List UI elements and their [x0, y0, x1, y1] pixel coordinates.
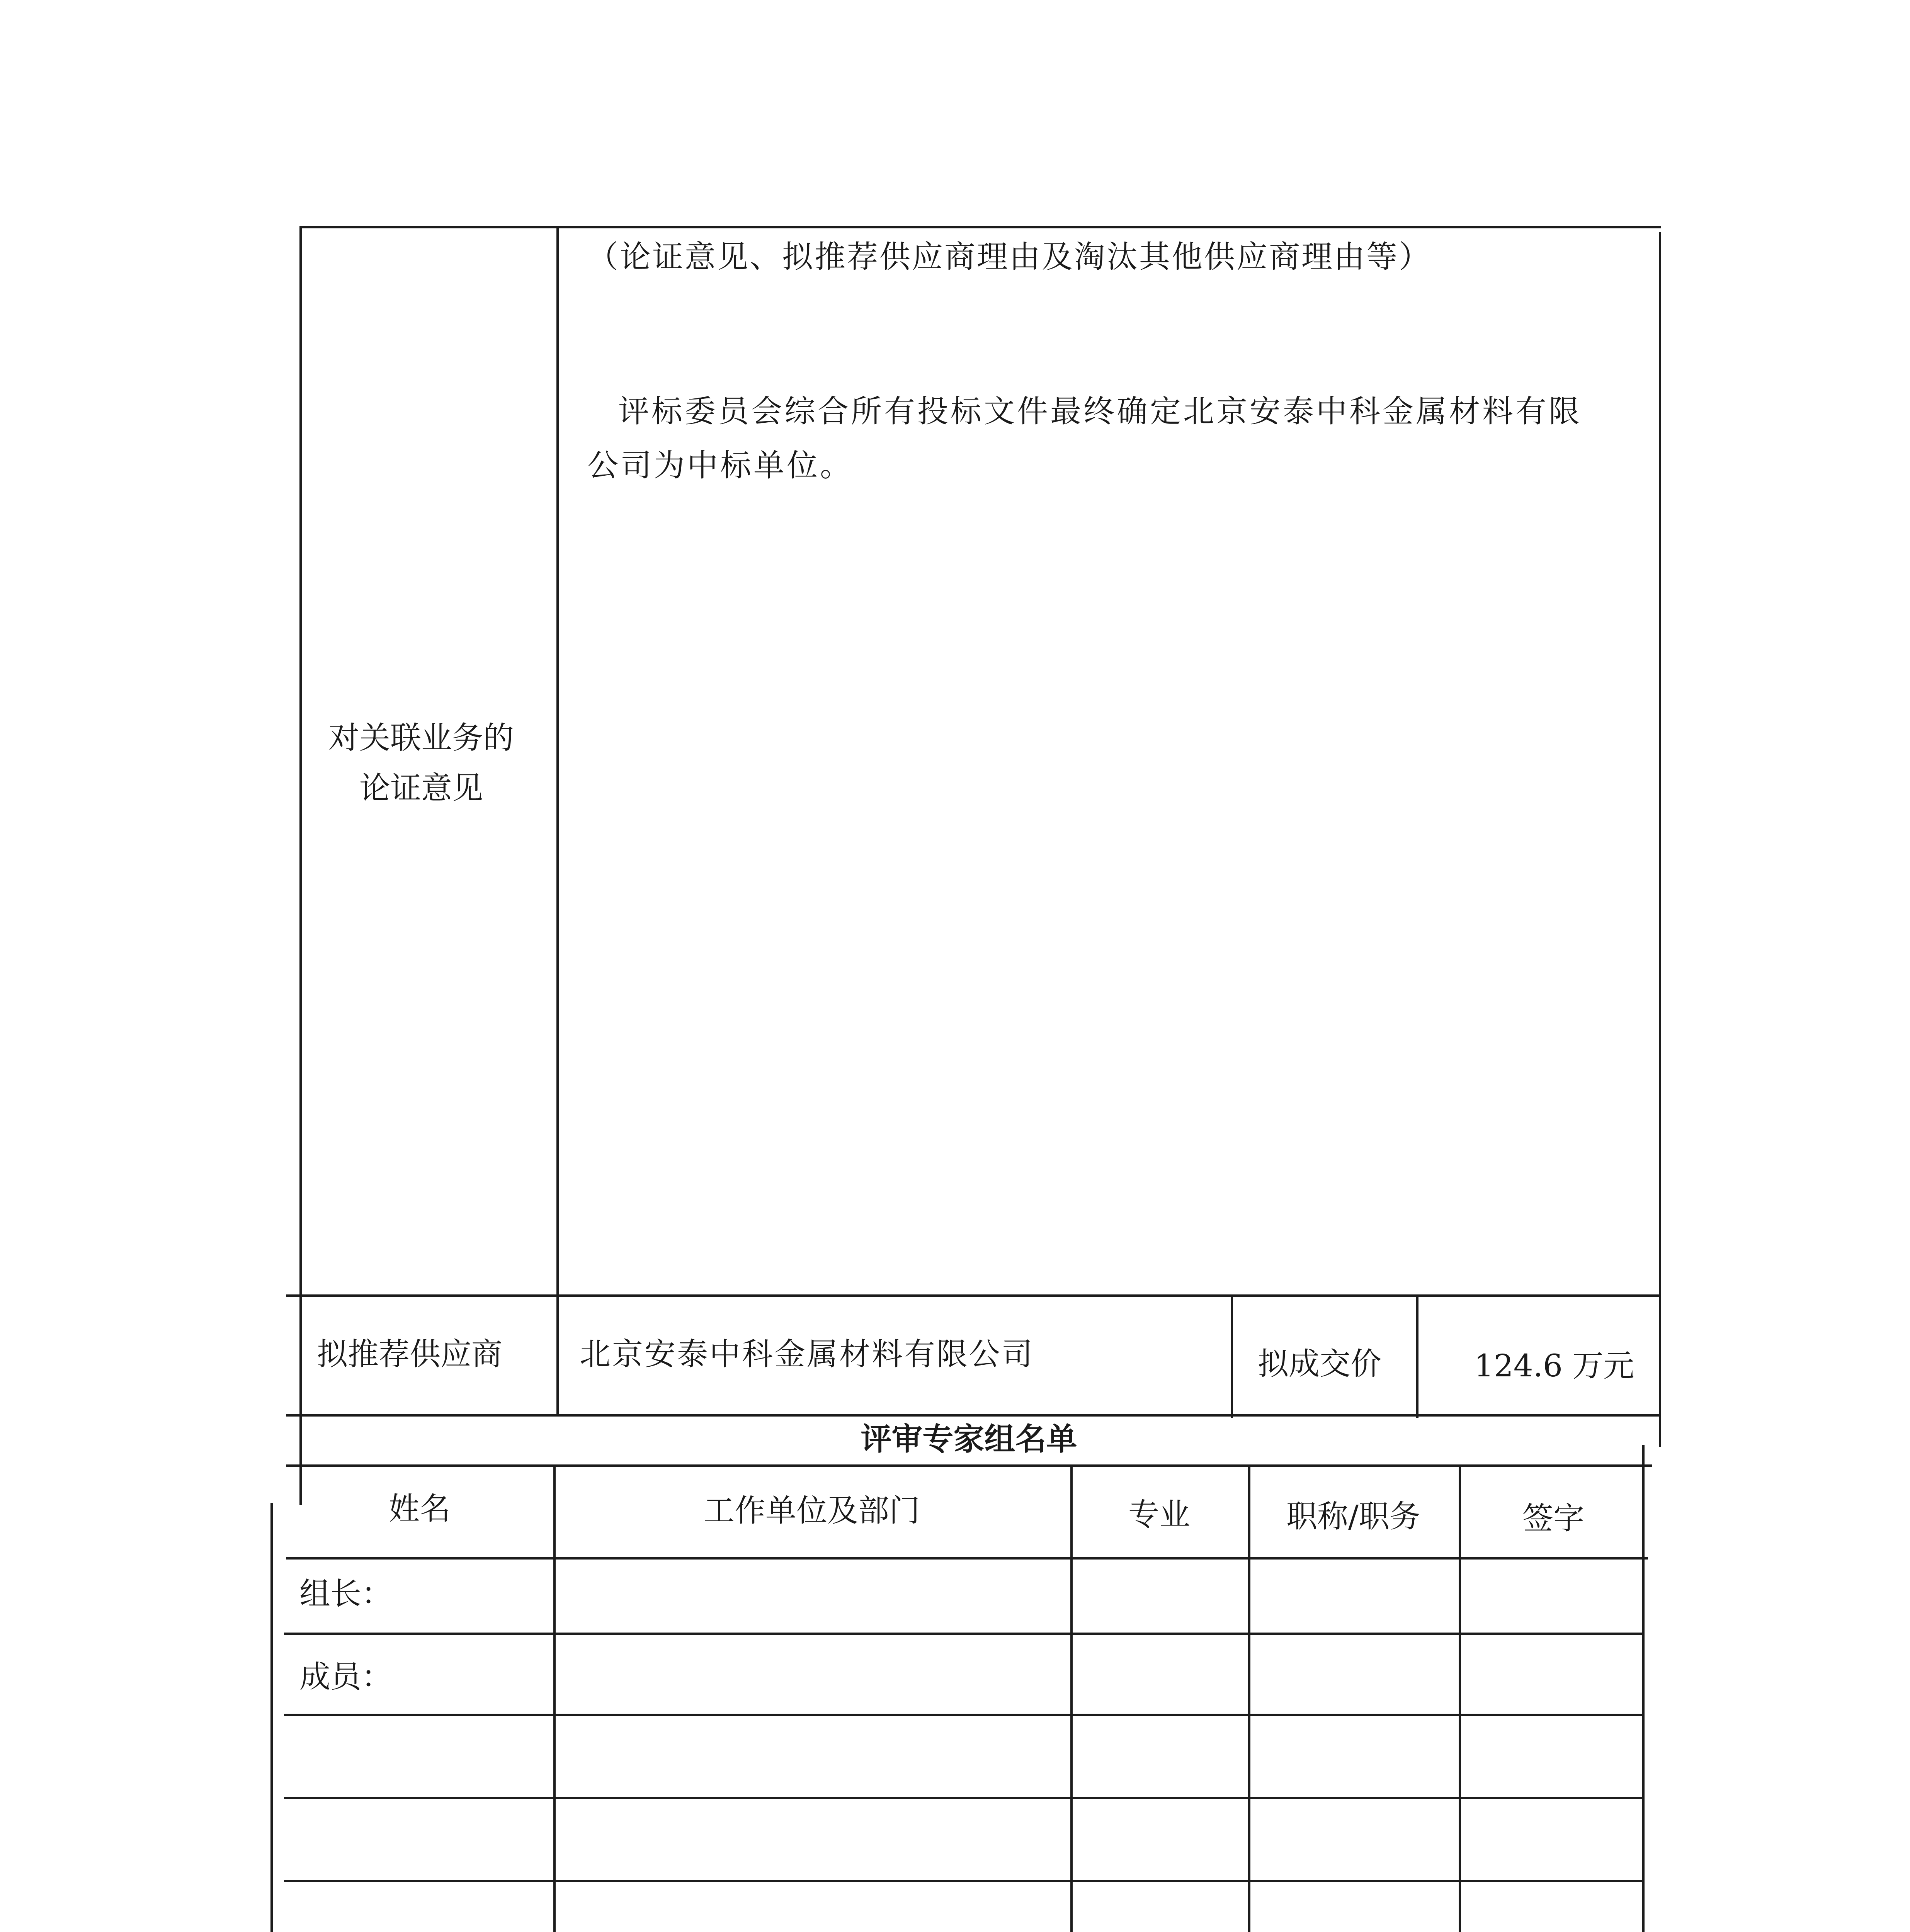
supplier-divider-1: [556, 1294, 559, 1414]
opinion-hint: （论证意见、拟推荐供应商理由及淘汰其他供应商理由等）: [587, 239, 1431, 275]
col-divider-unit: [1070, 1464, 1073, 1932]
column-header-title: 职称/职务: [1286, 1498, 1420, 1534]
supplier-row-top: [286, 1294, 1660, 1297]
column-header-major: 专业: [1128, 1497, 1190, 1532]
price-value: 124.6 万元: [1474, 1348, 1634, 1384]
supplier-divider-3: [1416, 1294, 1418, 1418]
row-2-name: 成员：: [299, 1659, 392, 1695]
opinion-label-line2: 论证意见: [359, 770, 483, 806]
column-header-unit: 工作单位及部门: [704, 1493, 920, 1529]
frame-top-border: [299, 226, 1661, 228]
row-4-bottom: [284, 1880, 1644, 1882]
row-3-bottom: [284, 1797, 1644, 1799]
column-header-name: 姓名: [389, 1491, 451, 1527]
supplier-divider-2: [1231, 1294, 1233, 1418]
col-divider-title: [1459, 1464, 1461, 1932]
col-divider-major: [1248, 1464, 1250, 1932]
supplier-value: 北京安泰中科金属材料有限公司: [580, 1336, 1034, 1372]
supplier-row-bottom: [286, 1414, 1660, 1417]
row-2-bottom: [284, 1714, 1644, 1716]
frame-left-border: [299, 226, 302, 1505]
opinion-text: 评标委员会综合所有投标文件最终确定北京安泰中科金属材料有限公司为中标单位。: [587, 393, 1582, 483]
row-1-name: 组长：: [299, 1576, 392, 1612]
header-row-bottom: [286, 1557, 1648, 1560]
panel-title-row-bottom: [286, 1464, 1652, 1467]
col-divider-name: [553, 1464, 556, 1932]
opinion-label-line1: 对关联业务的: [328, 720, 514, 756]
row-1-bottom: [284, 1633, 1644, 1635]
frame-right-border: [1659, 232, 1661, 1447]
frame-left-border-lower: [270, 1503, 273, 1932]
panel-title: 评审专家组名单: [861, 1421, 1077, 1457]
column-header-signature: 签字: [1522, 1500, 1584, 1536]
opinion-label-divider: [556, 228, 559, 1410]
supplier-label: 拟推荐供应商: [317, 1336, 502, 1372]
price-label: 拟成交价: [1258, 1346, 1381, 1382]
